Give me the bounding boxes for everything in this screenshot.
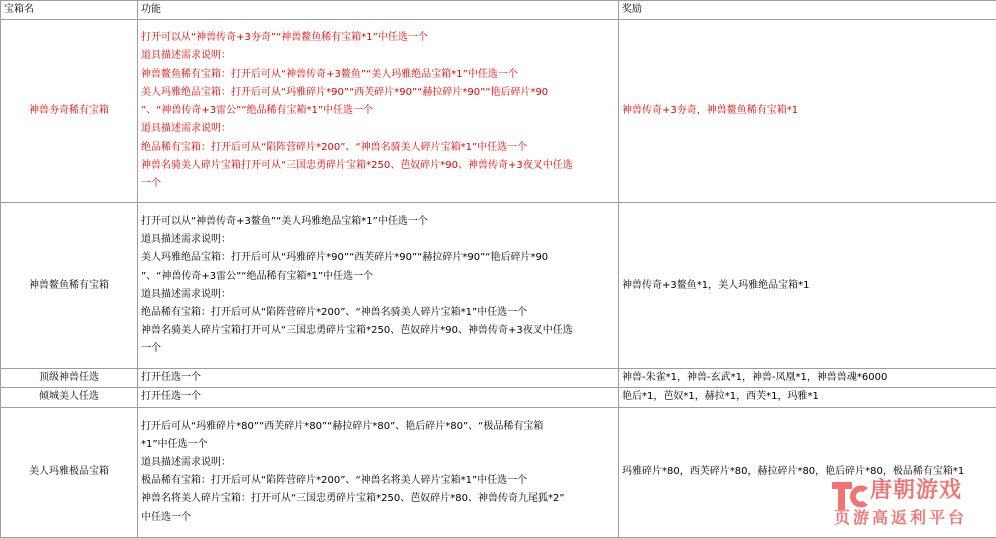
row-function-cell[interactable] [138, 203, 619, 369]
table-row [1, 388, 996, 407]
function-line: *1”中任选一个 [141, 436, 615, 454]
function-line: 极品稀有宝箱：打开后可从“陷阵营碎片*200”、“神兽名将美人碎片宝箱*1”中任选一个 [141, 472, 615, 490]
function-line: 一个 [141, 175, 615, 193]
function-line: 绝品稀有宝箱：打开后可从“陷阵营碎片*200”、“神兽名骑美人碎片宝箱*1”中任选一个 [141, 139, 615, 157]
row-function-cell[interactable] [138, 369, 619, 388]
row-name-cell[interactable]: 神兽鳌鱼稀有宝箱 [1, 203, 138, 369]
function-line: 神兽鳌鱼稀有宝箱：打开后可从“神兽传奇+3鳌鱼”“美人玛雅绝品宝箱*1”中任选一个 [141, 66, 615, 84]
function-line: 道具描述需求说明： [141, 454, 615, 472]
function-line: 神兽名将美人碎片宝箱：打开可从“三国忠勇碎片宝箱*250、芭奴碎片*80、神兽传奇九尾狐*2” [141, 490, 615, 508]
function-line: 道具描述需求说明： [141, 47, 615, 65]
row-name-cell[interactable]: 美人玛雅极品宝箱 [1, 407, 138, 537]
header-name[interactable]: 宝箱名 [1, 1, 138, 20]
function-line: ”、“神兽传奇+3雷公”“绝品稀有宝箱*1”中任选一个 [141, 102, 615, 120]
function-line: 打开可以从“神兽传奇+3鳌鱼”“美人玛雅绝品宝箱*1”中任选一个 [141, 213, 615, 231]
function-line: 神兽名骑美人碎片宝箱打开可从“三国忠勇碎片宝箱*250、芭奴碎片*90、神兽传奇+3夜叉中任选 [141, 322, 615, 340]
row-reward-cell[interactable]: 神兽传奇+3鳌鱼*1，美人玛雅绝品宝箱*1 [619, 203, 996, 369]
function-line: 道具描述需求说明： [141, 286, 615, 304]
row-function-cell[interactable] [138, 407, 619, 537]
function-line: 一个 [141, 340, 615, 358]
table-row [1, 203, 996, 369]
row-reward-cell[interactable]: 神兽-朱雀*1，神兽-玄武*1，神兽-凤凰*1，神兽兽魂*6000 [619, 369, 996, 388]
function-line: 道具描述需求说明： [141, 120, 615, 138]
watermark [830, 477, 990, 531]
row-reward-cell[interactable]: 玛雅碎片*80，西芙碎片*80，赫拉碎片*80，艳后碎片*80，极品稀有宝箱*1 [619, 407, 996, 537]
function-line: ”、“神兽传奇+3雷公”“绝品稀有宝箱*1”中任选一个 [141, 268, 615, 286]
row-name-cell[interactable]: 神兽夯奇稀有宝箱 [1, 20, 138, 203]
function-line: 打开后可从“玛雅碎片*80”“西芙碎片*80”“赫拉碎片*80”、艳后碎片*80”、“极品稀有宝箱 [141, 418, 615, 436]
row-function-cell[interactable] [138, 20, 619, 203]
function-line: 绝品稀有宝箱：打开后可从“陷阵营碎片*200”、“神兽名骑美人碎片宝箱*1”中任选一个 [141, 304, 615, 322]
row-reward-cell[interactable]: 艳后*1，芭奴*1，赫拉*1，西芙*1，玛雅*1 [619, 388, 996, 407]
table-row [1, 369, 996, 388]
function-line: 中任选一个 [141, 509, 615, 527]
function-line: 打开任选一个 [141, 369, 615, 387]
function-line: 道具描述需求说明： [141, 231, 615, 249]
header-function[interactable]: 功能 [138, 1, 619, 20]
function-line: 美人玛雅绝品宝箱：打开后可从“玛雅碎片*90”“西芙碎片*90”“赫拉碎片*90”“艳后碎片*90 [141, 249, 615, 267]
watermark-slogan: 页游高返利平台 [834, 507, 967, 529]
function-line: 打开可以从“神兽传奇+3夯奇”“神兽鳌鱼稀有宝箱*1”中任选一个 [141, 29, 615, 47]
function-line: 打开任选一个 [141, 388, 615, 406]
header-row [1, 1, 996, 20]
table-row [1, 20, 996, 203]
row-reward-cell[interactable]: 神兽传奇+3夯奇，神兽鳌鱼稀有宝箱*1 [619, 20, 996, 203]
row-name-cell[interactable]: 顶级神兽任选 [1, 369, 138, 388]
row-function-cell[interactable] [138, 388, 619, 407]
row-name-cell[interactable]: 倾城美人任选 [1, 388, 138, 407]
header-reward[interactable]: 奖励 [619, 1, 996, 20]
function-line: 神兽名骑美人碎片宝箱打开可从“三国忠勇碎片宝箱*250、芭奴碎片*90、神兽传奇+3夜叉中任选 [141, 157, 615, 175]
watermark-brand: 唐朝游戏 [870, 477, 962, 505]
function-line: 美人玛雅绝品宝箱：打开后可从“玛雅碎片*90”“西芙碎片*90”“赫拉碎片*90”“艳后碎片*90 [141, 84, 615, 102]
